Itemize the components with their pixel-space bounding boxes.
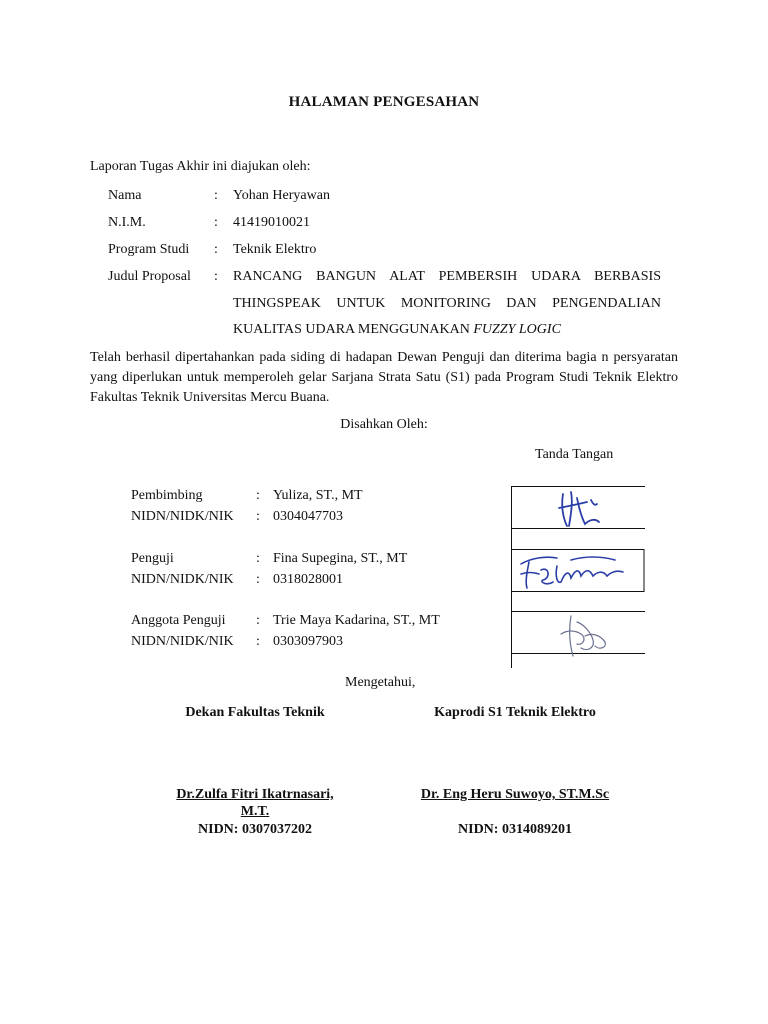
field-value-nama: Yohan Heryawan [233, 188, 330, 203]
signatory-role-penguji: Penguji [131, 551, 174, 566]
signatory-id-pembimbing: 0304047703 [273, 509, 343, 524]
tanda-tangan-heading: Tanda Tangan [535, 447, 614, 462]
signatory-name-pembimbing: Yuliza, ST., MT [273, 488, 363, 503]
field-colon: : [214, 269, 218, 284]
signatory-role-pembimbing: Pembimbing [131, 488, 203, 503]
approver-name-dekan: Dr.Zulfa Fitri Ikatrnasari, [176, 787, 334, 802]
judul-line-1: RANCANG BANGUN ALAT PEMBERSIH UDARA BERBASIS [233, 269, 661, 284]
approval-paragraph: Telah berhasil dipertahankan pada siding di hadapan Dewan Penguji dan diterima bagia n persyaratan yang diperlukan untuk memperoleh gelar Sarjana Strata Satu (S1) pada Program Studi Teknik Elektro Fakultas Teknik Universitas Mercu Buana. [90, 350, 678, 405]
sig-colon: : [256, 572, 260, 587]
field-label-prodi: Program Studi [108, 242, 190, 257]
signatory-id-label: NIDN/NIDK/NIK [131, 572, 234, 587]
approver-nidn-kaprodi: NIDN: 0314089201 [458, 822, 572, 837]
field-colon: : [214, 242, 218, 257]
disahkan-heading: Disahkan Oleh: [340, 417, 428, 432]
field-label-nama: Nama [108, 188, 142, 203]
signatory-name-anggota: Trie Maya Kadarina, ST., MT [273, 613, 440, 628]
signature-penguji [521, 557, 623, 588]
sig-colon: : [256, 488, 260, 503]
signatory-id-penguji: 0318028001 [273, 572, 343, 587]
signature-pembimbing [559, 492, 599, 526]
field-label-nim: N.I.M. [108, 215, 146, 230]
field-colon: : [214, 215, 218, 230]
sig-colon: : [256, 509, 260, 524]
field-value-nim: 41419010021 [233, 215, 310, 230]
judul-line-3-text: KUALITAS UDARA MENGGUNAKAN [233, 322, 474, 337]
approver-role-dekan: Dekan Fakultas Teknik [185, 705, 325, 720]
intro-text: Laporan Tugas Akhir ini diajukan oleh: [90, 159, 311, 174]
signatory-id-anggota: 0303097903 [273, 634, 343, 649]
sig-colon: : [256, 551, 260, 566]
page-title: HALAMAN PENGESAHAN [288, 94, 480, 110]
field-value-prodi: Teknik Elektro [233, 242, 317, 257]
sig-colon: : [256, 634, 260, 649]
field-colon: : [214, 188, 218, 203]
signature-table [511, 486, 645, 668]
judul-line-3 [233, 322, 561, 338]
judul-fuzzy-logic: FUZZY LOGIC [473, 322, 561, 337]
approver-role-kaprodi: Kaprodi S1 Teknik Elektro [434, 705, 596, 720]
field-label-judul: Judul Proposal [108, 269, 191, 284]
signatory-id-label: NIDN/NIDK/NIK [131, 509, 234, 524]
approver-name-dekan-line2: M.T. [240, 804, 270, 819]
signatory-role-anggota: Anggota Penguji [131, 613, 226, 628]
mengetahui-text: Mengetahui, [345, 675, 416, 690]
signatory-id-label: NIDN/NIDK/NIK [131, 634, 234, 649]
approver-nidn-dekan: NIDN: 0307037202 [198, 822, 312, 837]
judul-line-2: THINGSPEAK UNTUK MONITORING DAN PENGENDALIAN [233, 296, 661, 311]
approver-name-kaprodi: Dr. Eng Heru Suwoyo, ST.M.Sc [420, 787, 610, 802]
sig-colon: : [256, 613, 260, 628]
signatory-name-penguji: Fina Supegina, ST., MT [273, 551, 408, 566]
signature-anggota [561, 616, 605, 656]
